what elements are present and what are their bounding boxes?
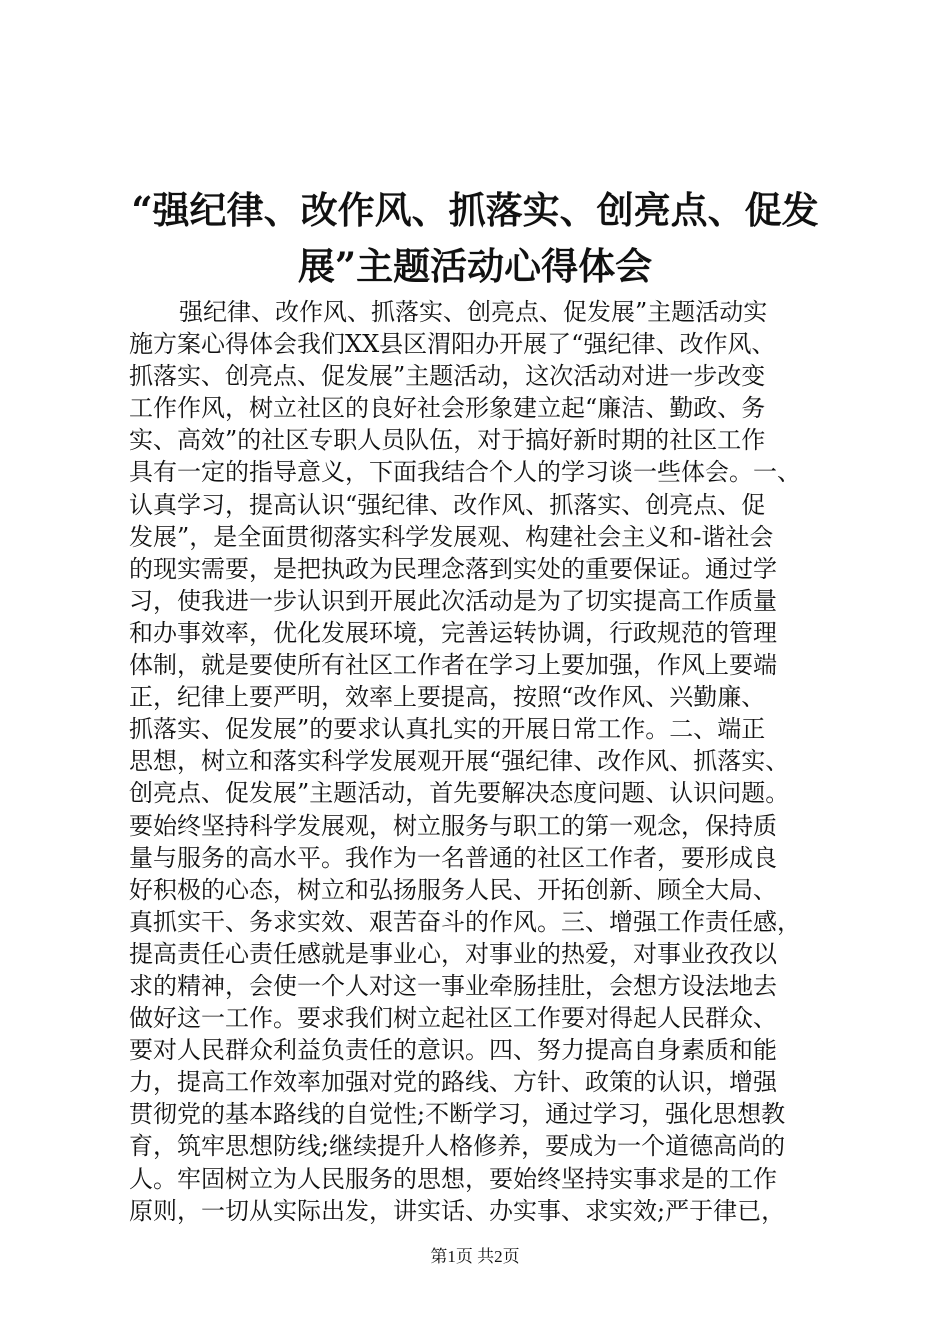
body-line: 抓落实、创亮点、促发展”主题活动，这次活动对进一步改变: [129, 362, 766, 391]
body-line: 的现实需要，是把执政为民理念落到实处的重要保证。通过学: [129, 554, 777, 583]
body-line: 要始终坚持科学发展观，树立服务与职工的第一观念，保持质: [129, 811, 777, 840]
document-title-line-1: “强纪律、改作风、抓落实、创亮点、促发: [131, 188, 819, 232]
body-line: 真抓实干、务求实效、艰苦奋斗的作风。三、增强工作责任感，: [129, 907, 801, 936]
body-line: 实、高效”的社区专职人员队伍，对于搞好新时期的社区工作: [129, 426, 766, 455]
body-line: 人。牢固树立为人民服务的思想，要始终坚持实事求是的工作: [129, 1164, 777, 1193]
body-line: 工作作风，树立社区的良好社会形象建立起“廉洁、勤政、务: [129, 394, 766, 423]
body-line: 强纪律、改作风、抓落实、创亮点、促发展”主题活动实: [179, 298, 768, 326]
body-line: 习，使我进一步认识到开展此次活动是为了切实提高工作质量: [129, 586, 777, 615]
body-line: 原则，一切从实际出发，讲实话、办实事、求实效;严于律已，: [129, 1196, 786, 1225]
body-line: 做好这一工作。要求我们树立起社区工作要对得起人民群众、: [129, 1004, 777, 1033]
body-line: 创亮点、促发展”主题活动，首先要解决态度问题、认识问题。: [129, 779, 790, 808]
body-line: 量与服务的高水平。我作为一名普通的社区工作者，要形成良: [129, 843, 777, 872]
body-line: 认真学习，提高认识“强纪律、改作风、抓落实、创亮点、促: [129, 490, 766, 519]
body-line: 施方案心得体会我们XX县区渭阳办开展了“强纪律、改作风、: [129, 330, 776, 359]
body-line: 提高责任心责任感就是事业心，对事业的热爱，对事业孜孜以: [129, 939, 777, 968]
body-line: 好积极的心态，树立和弘扬服务人民、开拓创新、顾全大局、: [129, 875, 777, 904]
document-title-line-2: 展”主题活动心得体会: [297, 244, 653, 288]
body-line: 育，筑牢思想防线;继续提升人格修养，要成为一个道德高尚的: [129, 1132, 786, 1161]
body-line: 发展”，是全面贯彻落实科学发展观、构建社会主义和-谐社会: [129, 522, 774, 551]
body-line: 力，提高工作效率加强对党的路线、方针、政策的认识，增强: [129, 1068, 777, 1097]
body-line: 求的精神，会使一个人对这一事业牵肠挂肚，会想方设法地去: [129, 971, 777, 1000]
body-line: 贯彻党的基本路线的自觉性;不断学习，通过学习，强化思想教: [129, 1100, 786, 1129]
body-line: 和办事效率，优化发展环境，完善运转协调，行政规范的管理: [129, 618, 777, 647]
body-line: 体制，就是要使所有社区工作者在学习上要加强，作风上要端: [129, 651, 777, 680]
body-line: 思想，树立和落实科学发展观开展“强纪律、改作风、抓落实、: [129, 747, 790, 776]
document-body: [129, 296, 829, 1227]
page-number-footer: 第1页 共2页: [430, 1247, 520, 1266]
body-line: 具有一定的指导意义，下面我结合个人的学习谈一些体会。一、: [129, 458, 801, 487]
body-line: 正，纪律上要严明，效率上要提高，按照“改作风、兴勤廉、: [129, 683, 766, 712]
body-line: 要对人民群众利益负责任的意识。四、努力提高自身素质和能: [129, 1036, 777, 1065]
body-line: 抓落实、促发展”的要求认真扎实的开展日常工作。二、端正: [129, 715, 766, 744]
